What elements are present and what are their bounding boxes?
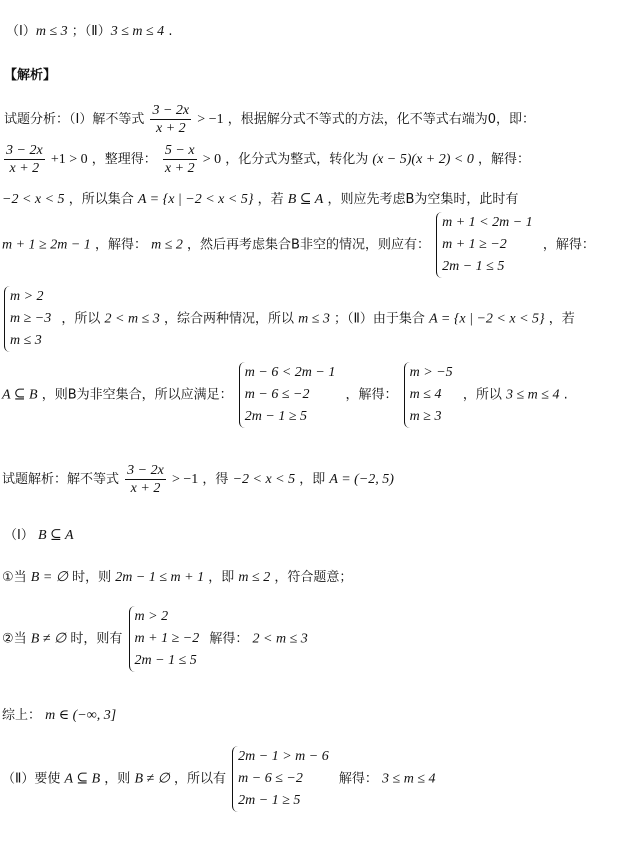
- system-row: m − 6 ≤ −2: [244, 387, 310, 402]
- system-row: m ≤ 4: [409, 387, 442, 402]
- system-row: 2m − 1 ≥ 5: [244, 409, 308, 424]
- fraction: [125, 462, 166, 497]
- analysis-text: ；（Ⅱ）由于集合: [334, 311, 425, 327]
- math-expression: m ≤ 2: [238, 570, 271, 585]
- fraction-denominator: x + 2: [130, 481, 161, 496]
- inequality-system: [404, 362, 453, 428]
- math-expression: B ⊆ A: [37, 528, 74, 543]
- analysis-text: ，所以: [61, 311, 101, 327]
- answer-end: .: [168, 24, 173, 39]
- inequality-system: [239, 362, 336, 428]
- math-expression: −2 < x < 5: [232, 472, 296, 487]
- fraction-numerator: 3 − 2x: [152, 103, 190, 118]
- system-row: m − 6 < 2m − 1: [244, 365, 336, 380]
- analysis-text: ，化分式为整式，转化为: [225, 152, 369, 167]
- inequality-system: [129, 606, 200, 672]
- part2-answer: 3 ≤ m ≤ 4: [110, 24, 165, 39]
- case-marker: ①当: [2, 570, 27, 585]
- math-expression: m + 1 ≥ 2m − 1: [2, 237, 91, 253]
- solution-text: 时，则: [72, 570, 112, 585]
- fraction: [4, 142, 45, 177]
- math-expression: B ≠ ∅: [134, 771, 170, 787]
- solution-text: ，符合题意；: [274, 570, 353, 585]
- inequality: > 0: [202, 152, 222, 167]
- analysis-heading: 【解析】: [4, 68, 57, 83]
- math-expression: −2 < x < 5: [2, 192, 65, 207]
- solution-text: 解得：: [338, 771, 378, 787]
- analysis-text: ，综合两种情况，所以: [163, 311, 294, 327]
- analysis-line-5: [2, 286, 630, 352]
- analysis-line-6: [2, 362, 630, 428]
- fraction-numerator: 5 − x: [164, 143, 195, 158]
- case-1: [2, 566, 630, 586]
- analysis-text: ，整理得：: [91, 152, 157, 167]
- math-expression: A ⊆ B: [64, 771, 101, 787]
- fraction: [163, 142, 197, 177]
- inequality: > −1: [197, 112, 224, 127]
- analysis-text: ，则应先考虑B为空集时，此时有: [327, 192, 519, 207]
- analysis-line-1: [4, 102, 630, 137]
- system-row: m + 1 ≥ −2: [442, 237, 507, 252]
- math-expression: 3 ≤ m ≤ 4: [505, 387, 560, 403]
- system-row: m − 6 ≤ −2: [238, 771, 303, 786]
- inequality-system: [232, 746, 329, 812]
- solution-text: 解得：: [209, 631, 249, 647]
- solution-text: ，所以有: [174, 771, 227, 787]
- part-label: （Ⅱ）要使: [2, 771, 61, 787]
- case-marker: ②当: [2, 631, 27, 647]
- system-row: m + 1 ≥ −2: [134, 631, 200, 646]
- part1-label: （Ⅰ）: [6, 24, 36, 39]
- solution-part-2: [2, 746, 630, 812]
- system-row: m + 1 < 2m − 1: [442, 215, 533, 230]
- fraction-denominator: x + 2: [155, 121, 186, 136]
- separator: ；: [71, 24, 85, 39]
- math-expression: m ≤ 3: [298, 311, 330, 327]
- system-row: m ≤ 3: [10, 333, 42, 348]
- system-row: m ≥ 3: [409, 409, 442, 424]
- solution-text: ，则: [104, 771, 131, 787]
- fraction-numerator: 3 − 2x: [127, 463, 164, 478]
- set-definition: A = {x | −2 < x < 5}: [429, 311, 545, 327]
- fraction: [150, 102, 191, 137]
- math-expression: 2 < m ≤ 3: [104, 311, 160, 327]
- part1-answer: m ≤ 3: [35, 24, 68, 39]
- analysis-text: ，解得：: [542, 237, 595, 253]
- solution-intro: 试题解析：解不等式: [2, 472, 120, 487]
- part-label: （Ⅰ）: [4, 528, 34, 543]
- math-expression: A = (−2, 5): [329, 472, 394, 487]
- math-expression: m ≤ 2: [151, 237, 183, 253]
- inequality: +1 > 0: [50, 152, 88, 167]
- inequality: > −1: [171, 472, 199, 487]
- fraction-denominator: x + 2: [9, 161, 40, 176]
- system-row: 2m − 1 > m − 6: [238, 749, 329, 764]
- math-expression: A ⊆ B: [2, 387, 38, 403]
- system-row: 2m − 1 ≤ 5: [442, 259, 505, 274]
- fraction-numerator: 3 − 2x: [6, 143, 43, 158]
- analysis-text: ，解得：: [345, 387, 398, 403]
- system-row: m ≥ −3: [10, 311, 52, 326]
- math-expression: B ≠ ∅: [30, 631, 67, 647]
- case-2: [2, 606, 630, 672]
- solution-text: ，得: [202, 472, 229, 487]
- analysis-text: ，若: [257, 192, 284, 207]
- analysis-line-2: [2, 142, 630, 177]
- system-row: m > 2: [10, 289, 44, 304]
- analysis-text: ，解得：: [477, 152, 530, 167]
- solution-line-1: [2, 462, 630, 497]
- math-expression: B = ∅: [30, 570, 68, 585]
- math-expression: 2m − 1 ≤ m + 1: [115, 570, 205, 585]
- part2-label: （Ⅱ）: [84, 24, 111, 39]
- math-expression: B ⊆ A: [287, 192, 324, 207]
- analysis-line-3: [2, 188, 630, 208]
- analysis-text: .: [563, 387, 568, 403]
- solution-text: ，即: [208, 570, 235, 585]
- summary-label: 综上：: [2, 708, 42, 723]
- analysis-line-4: [2, 212, 630, 278]
- analysis-intro: 试题分析：（Ⅰ）解不等式: [4, 112, 145, 127]
- set-definition: A = {x | −2 < x < 5}: [137, 192, 254, 207]
- analysis-text: ，若: [548, 311, 575, 327]
- answer-line: [6, 20, 630, 40]
- system-row: m > 2: [134, 609, 169, 624]
- solution-text: 时，则有: [70, 631, 123, 647]
- math-expression: 2 < m ≤ 3: [252, 631, 308, 647]
- solution-part-1: [4, 524, 630, 544]
- analysis-text: ，然后再考虑集合B非空的情况，则应有：: [187, 237, 430, 253]
- math-expression: (x − 5)(x + 2) < 0: [372, 152, 474, 167]
- math-expression: m ∈ (−∞, 3]: [45, 708, 117, 723]
- analysis-text: ，则B为非空集合，所以应满足：: [41, 387, 233, 403]
- inequality-system: [4, 286, 51, 352]
- system-row: 2m − 1 ≤ 5: [134, 653, 197, 668]
- solution-text: ，即: [299, 472, 326, 487]
- math-expression: 3 ≤ m ≤ 4: [382, 771, 436, 787]
- inequality-system: [436, 212, 533, 278]
- analysis-text: ，所以: [462, 387, 502, 403]
- analysis-text: ，所以集合: [68, 192, 134, 207]
- summary: [2, 704, 630, 724]
- system-row: m > −5: [409, 365, 453, 380]
- analysis-text: ，根据解分式不等式的方法，化不等式右端为0，即：: [227, 112, 536, 127]
- system-row: 2m − 1 ≥ 5: [238, 793, 301, 808]
- fraction-denominator: x + 2: [164, 161, 195, 176]
- analysis-text: ，解得：: [94, 237, 147, 253]
